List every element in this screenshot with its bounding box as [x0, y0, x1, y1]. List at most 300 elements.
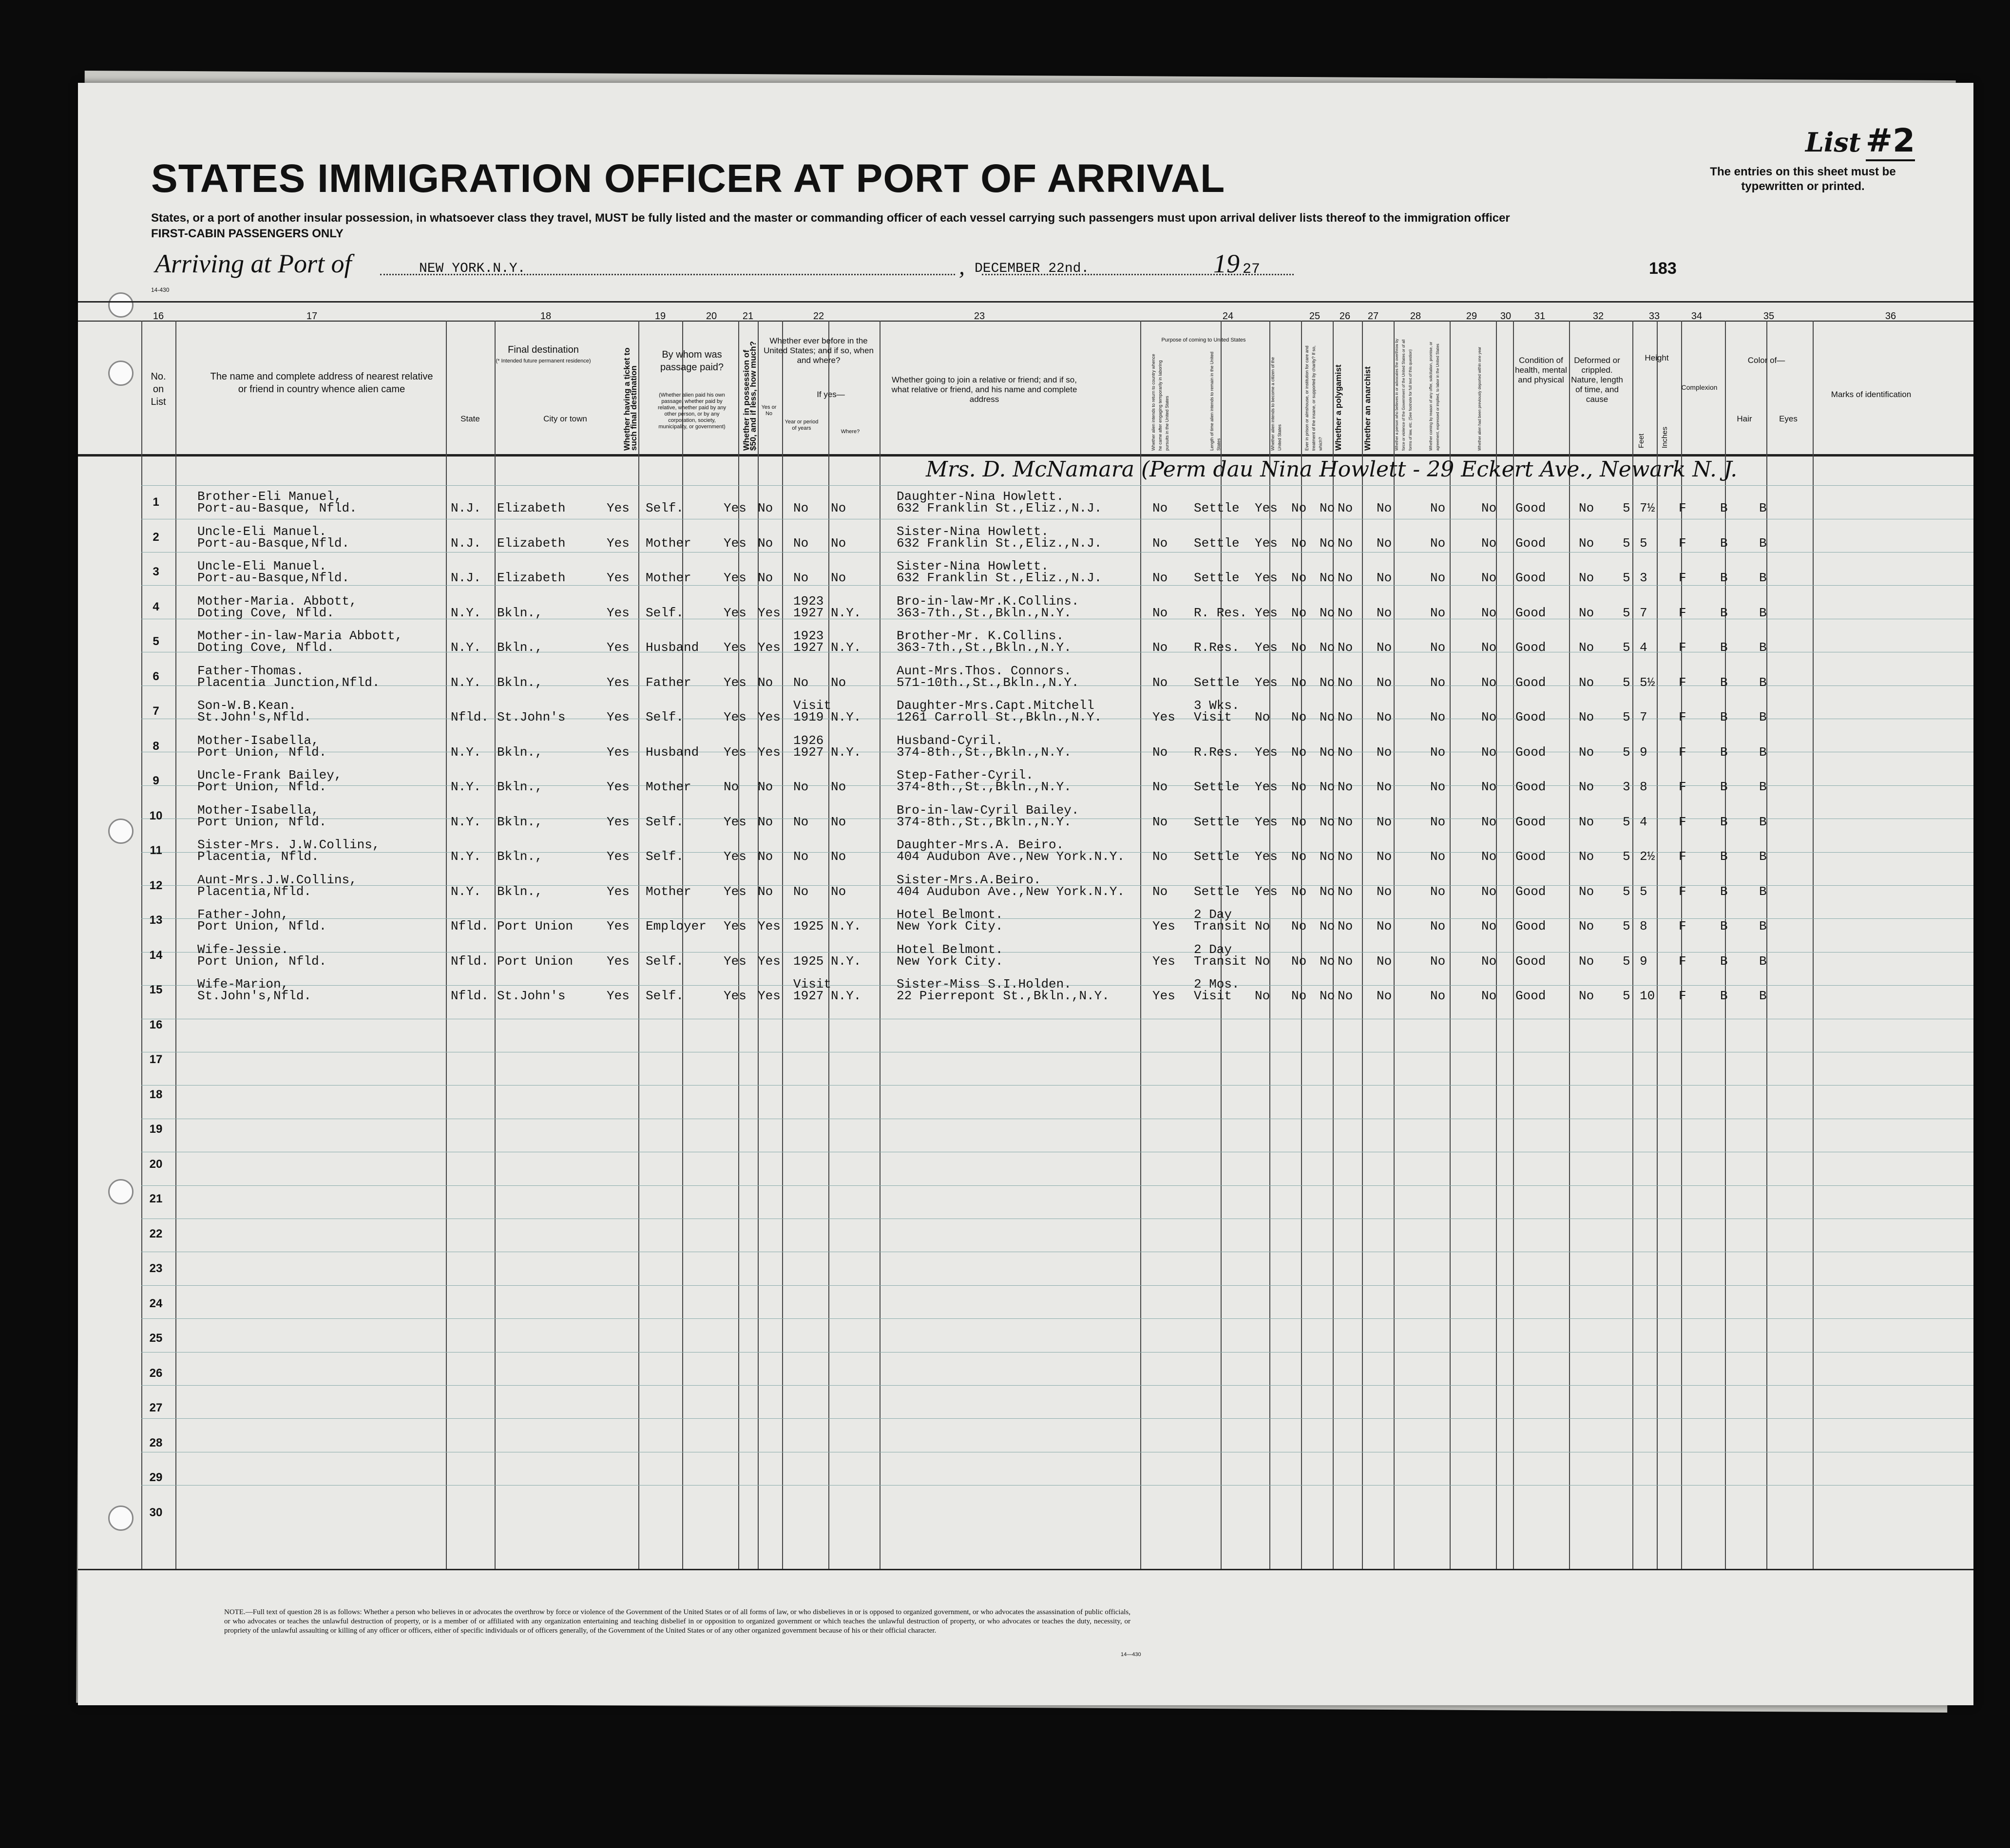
cell-year: No — [793, 780, 809, 794]
cell-prison: No — [1291, 780, 1307, 794]
cell-prison: No — [1291, 501, 1307, 515]
cell-hair: B — [1720, 571, 1728, 585]
header-year: Year or period of years — [785, 419, 819, 431]
join-line-1: Bro-in-law-Cyril Bailey. — [897, 802, 1079, 818]
page-number: 183 — [1649, 259, 1677, 278]
column-rule — [1450, 321, 1451, 1569]
cell-before: No — [758, 571, 773, 585]
cell-where: No — [831, 814, 846, 829]
cell-city: Port Union — [497, 919, 574, 934]
cell-fifty: No — [724, 780, 739, 794]
cell-city: St.John's — [497, 710, 566, 724]
rule — [78, 1569, 1973, 1570]
cell-c28: No — [1377, 675, 1392, 690]
cell-before: Yes — [758, 744, 781, 760]
header-where: Where? — [841, 429, 860, 435]
cell-before: No — [758, 814, 773, 829]
cell-deformed: No — [1579, 710, 1594, 724]
header-color: Color of— — [1747, 356, 1785, 365]
manifest-sheet — [78, 83, 1973, 1705]
join-line-1: Hotel Belmont. — [897, 942, 1003, 957]
join-line-1: Sister-Mrs.A.Beiro. — [897, 872, 1041, 887]
cell-health: Good — [1515, 605, 1546, 620]
binder-hole — [108, 361, 134, 386]
header-prison: Ever in prison or almshouse, or institution for care and treatment of the insane, or supported by charity? If so, which? — [1304, 345, 1323, 451]
cell-ft: 5 — [1623, 640, 1630, 655]
cell-ticket: Yes — [607, 849, 630, 864]
row-number: 7 — [153, 705, 159, 718]
cell-c29: No — [1430, 814, 1446, 829]
cell-c29: No — [1430, 849, 1446, 864]
cell-deformed: No — [1579, 535, 1594, 551]
cell-before: No — [758, 675, 773, 690]
cell-year: Visit — [793, 698, 832, 713]
cell-health: Good — [1515, 989, 1546, 1003]
row-rule — [141, 485, 1973, 486]
cell-hair: B — [1720, 675, 1728, 690]
cell-ret: No — [1152, 501, 1168, 515]
cell-c28: No — [1377, 780, 1392, 794]
cell-len: Visit — [1194, 710, 1232, 724]
header-become-citizen: Whether alien intends to become a citizen of the United States — [1270, 357, 1282, 451]
cell-ret: No — [1152, 535, 1168, 551]
cell-ret: No — [1152, 849, 1168, 864]
cell-comp: F — [1679, 571, 1686, 585]
cell-before: Yes — [758, 640, 781, 655]
cell-hair: B — [1720, 849, 1728, 864]
cell-ft: 5 — [1623, 884, 1630, 899]
cell-comp: F — [1679, 744, 1686, 760]
cell-ret: No — [1152, 675, 1168, 690]
cell-len: 3 Wks. — [1194, 698, 1240, 713]
header-feet: Feet — [1637, 433, 1646, 448]
header-if-yes: If yes— — [817, 390, 845, 399]
relative-line-2: Placentia,Nfld. — [197, 884, 312, 899]
cell-hair: B — [1720, 640, 1728, 655]
cell-len: Settle — [1194, 814, 1240, 829]
cell-c28: No — [1377, 953, 1392, 969]
cell-city: St.John's — [497, 989, 566, 1003]
row-rule — [141, 1285, 1973, 1286]
row-number: 16 — [149, 1018, 163, 1031]
header-intends-return: Whether alien intends to return to country whence he came after engaging temporarily in laboring pursuits in the United States — [1151, 354, 1169, 451]
cell-eyes: B — [1759, 780, 1767, 794]
cell-where: N.Y. — [831, 744, 861, 760]
cell-ret: Yes — [1152, 989, 1175, 1003]
cell-eyes: B — [1759, 605, 1767, 620]
column-number: 28 — [1410, 311, 1421, 322]
cell-c28: No — [1377, 571, 1392, 585]
row-number: 5 — [153, 635, 159, 648]
cell-health: Good — [1515, 780, 1546, 794]
cell-ft: 5 — [1623, 710, 1630, 724]
cell-where: No — [831, 675, 846, 690]
cell-c28: No — [1377, 884, 1392, 899]
cell-prison: No — [1291, 953, 1307, 969]
cell-state: N.Y. — [451, 780, 481, 794]
cell-where: No — [831, 571, 846, 585]
cell-ret: Yes — [1152, 710, 1175, 724]
cell-paid: Mother — [646, 780, 691, 794]
join-line-2: New York City. — [897, 919, 1003, 934]
cell-ret: No — [1152, 814, 1168, 829]
relative-line-2: Doting Cove, Nfld. — [197, 605, 334, 620]
cell-ft: 5 — [1623, 814, 1630, 829]
list-number: List #2 — [1805, 122, 1915, 159]
header-ever-before: Whether ever before in the United States; and if so, when and where? — [764, 336, 874, 365]
cell-eyes: B — [1759, 953, 1767, 969]
cell-state: N.Y. — [451, 640, 481, 655]
relative-line-2: Port Union, Nfld. — [197, 780, 327, 794]
cell-poly: No — [1320, 953, 1335, 969]
join-line-1: Daughter-Mrs.A. Beiro. — [897, 838, 1064, 852]
header-height: Height — [1645, 353, 1669, 362]
cell-eyes: B — [1759, 919, 1767, 934]
cell-c30: No — [1481, 535, 1497, 551]
cell-poly: No — [1320, 605, 1335, 620]
cell-c30: No — [1481, 744, 1497, 760]
cell-before: Yes — [758, 605, 781, 620]
cell-eyes: B — [1759, 849, 1767, 864]
cell-c29: No — [1430, 675, 1446, 690]
header-relative: The name and complete address of nearest relative or friend in country whence alien came — [210, 371, 433, 395]
cell-health: Good — [1515, 849, 1546, 864]
cell-c29: No — [1430, 919, 1446, 934]
cell-hair: B — [1720, 953, 1728, 969]
cell-ft: 5 — [1623, 849, 1630, 864]
cell-anar: No — [1338, 571, 1353, 585]
cell-cit: No — [1255, 989, 1270, 1003]
column-rule — [175, 321, 176, 1569]
cell-len: Transit — [1194, 919, 1247, 934]
cell-year: No — [793, 675, 809, 690]
row-number: 28 — [149, 1436, 163, 1449]
cell-year: 1925 — [793, 953, 824, 969]
row-number: 23 — [149, 1262, 163, 1275]
cell-before: Yes — [758, 989, 781, 1003]
header-ticket: Whether having a ticket to such final destination — [622, 347, 638, 451]
cell-in: 9 — [1640, 744, 1647, 760]
cell-ft: 5 — [1623, 919, 1630, 934]
cell-c28: No — [1377, 989, 1392, 1003]
relative-line-1: Wife-Marion, — [197, 977, 289, 991]
cell-paid: Self. — [646, 605, 684, 620]
cell-health: Good — [1515, 884, 1546, 899]
cell-comp: F — [1679, 640, 1686, 655]
column-rule — [1362, 321, 1363, 1569]
binder-hole — [108, 292, 134, 318]
cell-len: Settle — [1194, 780, 1240, 794]
row-number: 11 — [150, 844, 162, 857]
column-number: 20 — [706, 311, 717, 322]
cell-in: 9 — [1640, 953, 1647, 969]
cell-eyes: B — [1759, 744, 1767, 760]
cell-health: Good — [1515, 675, 1546, 690]
cell-anar: No — [1338, 605, 1353, 620]
cell-cit: Yes — [1255, 849, 1278, 864]
cell-deformed: No — [1579, 953, 1594, 969]
cell-health: Good — [1515, 919, 1546, 934]
row-rule — [141, 1352, 1973, 1353]
cell-fifty: Yes — [724, 535, 747, 551]
column-rule — [880, 321, 881, 1569]
cell-len: R. Res. — [1194, 605, 1247, 620]
cell-anar: No — [1338, 501, 1353, 515]
header-purpose: Purpose of coming to United States — [1161, 337, 1246, 343]
column-rule — [1140, 321, 1141, 1569]
header-fifty-dollars: Whether in possession of $50, and if less, how much? — [742, 341, 758, 451]
cell-cit: Yes — [1255, 884, 1278, 899]
row-number: 20 — [149, 1157, 163, 1171]
header-marks: Marks of identification — [1831, 390, 1912, 399]
cell-comp: F — [1679, 884, 1686, 899]
cell-c28: No — [1377, 501, 1392, 515]
cell-in: 8 — [1640, 919, 1647, 934]
cell-where: N.Y. — [831, 953, 861, 969]
cell-before: No — [758, 501, 773, 515]
header-passage-paid-note: (Whether alien paid his own passage, whether paid by relative, whether paid by any other person, or by any corporation, society, municipality, or government) — [657, 392, 727, 430]
rule — [78, 301, 1973, 303]
cell-prison: No — [1291, 849, 1307, 864]
row-number: 21 — [149, 1192, 163, 1205]
relative-line-2: Port Union, Nfld. — [197, 744, 327, 760]
cell-city: Bkln., — [497, 640, 543, 655]
cell-ft: 5 — [1623, 501, 1630, 515]
cell-prison: No — [1291, 744, 1307, 760]
cell-c29: No — [1430, 953, 1446, 969]
cell-in: 3 — [1640, 571, 1647, 585]
cell-len: Transit — [1194, 953, 1247, 969]
cell-year: No — [793, 535, 809, 551]
cell-ticket: Yes — [607, 710, 630, 724]
cell-paid: Mother — [646, 884, 691, 899]
arrival-date: DECEMBER 22nd. — [975, 261, 1090, 276]
relative-line-2: Port Union, Nfld. — [197, 919, 327, 934]
cell-prison: No — [1291, 989, 1307, 1003]
cell-in: 10 — [1640, 989, 1655, 1003]
column-number: 29 — [1466, 311, 1477, 322]
cell-paid: Self. — [646, 953, 684, 969]
cell-len: Settle — [1194, 571, 1240, 585]
relative-line-1: Mother-in-law-Maria Abbott, — [197, 629, 403, 643]
cell-poly: No — [1320, 989, 1335, 1003]
cell-ticket: Yes — [607, 989, 630, 1003]
column-number: 16 — [153, 311, 164, 322]
cell-len: 2 Day — [1194, 942, 1232, 957]
cell-c29: No — [1430, 989, 1446, 1003]
cell-len: Settle — [1194, 501, 1240, 515]
row-number: 30 — [149, 1505, 163, 1519]
row-number: 10 — [149, 809, 163, 822]
header-eyes: Eyes — [1779, 414, 1798, 423]
cell-comp: F — [1679, 605, 1686, 620]
cell-anar: No — [1338, 710, 1353, 724]
cell-state: Nfld. — [451, 953, 489, 969]
cell-city: Bkln., — [497, 780, 543, 794]
cell-c29: No — [1430, 605, 1446, 620]
cell-ret: No — [1152, 640, 1168, 655]
column-rule — [638, 321, 639, 1569]
cell-c29: No — [1430, 744, 1446, 760]
cell-paid: Husband — [646, 640, 699, 655]
cell-anar: No — [1338, 849, 1353, 864]
cell-cit: Yes — [1255, 605, 1278, 620]
row-number: 18 — [149, 1087, 163, 1101]
cell-prison: No — [1291, 884, 1307, 899]
cell-where: N.Y. — [831, 640, 861, 655]
header-length-of-stay: Length of time alien intends to remain in the United States — [1209, 351, 1221, 451]
cell-state: Nfld. — [451, 989, 489, 1003]
cell-fifty: Yes — [724, 710, 747, 724]
cell-ret: No — [1152, 744, 1168, 760]
cell-city: Elizabeth — [497, 571, 566, 585]
row-rule — [141, 1318, 1973, 1319]
cell-c30: No — [1481, 675, 1497, 690]
cell-in: 4 — [1640, 814, 1647, 829]
column-rule — [1813, 321, 1814, 1569]
header-deformed: Deformed or crippled. Nature, length of time, and cause — [1571, 356, 1623, 404]
comma: , — [959, 254, 965, 280]
row-number: 24 — [149, 1296, 163, 1310]
join-line-2: 22 Pierrepont St.,Bkln.,N.Y. — [897, 989, 1110, 1003]
row-rule — [141, 952, 1973, 953]
cell-year: 1923 — [793, 629, 824, 643]
cell-poly: No — [1320, 814, 1335, 829]
row-number: 6 — [153, 669, 159, 683]
cell-where: N.Y. — [831, 919, 861, 934]
row-number: 22 — [149, 1227, 163, 1240]
cell-paid: Self. — [646, 501, 684, 515]
row-rule — [141, 1418, 1973, 1419]
column-number: 36 — [1885, 311, 1896, 322]
join-line-1: Step-Father-Cyril. — [897, 768, 1034, 782]
cell-poly: No — [1320, 640, 1335, 655]
relative-line-2: Port Union, Nfld. — [197, 814, 327, 829]
relative-line-1: Aunt-Mrs.J.W.Collins, — [197, 872, 357, 887]
header-yes-no: Yes or No — [761, 404, 777, 417]
cell-cit: Yes — [1255, 501, 1278, 515]
row-rule — [141, 918, 1973, 919]
cell-c30: No — [1481, 571, 1497, 585]
cell-health: Good — [1515, 744, 1546, 760]
cell-year: 1927 — [793, 605, 824, 620]
cell-state: N.Y. — [451, 884, 481, 899]
cell-state: N.Y. — [451, 814, 481, 829]
cell-eyes: B — [1759, 675, 1767, 690]
cell-c30: No — [1481, 953, 1497, 969]
join-line-1: Sister-Nina Howlett. — [897, 559, 1049, 573]
form-code: 14-430 — [151, 286, 170, 293]
row-rule — [141, 1385, 1973, 1386]
cell-poly: No — [1320, 535, 1335, 551]
cell-state: N.Y. — [451, 605, 481, 620]
cell-eyes: B — [1759, 640, 1767, 655]
cell-fifty: Yes — [724, 571, 747, 585]
cell-where: No — [831, 535, 846, 551]
cell-fifty: Yes — [724, 989, 747, 1003]
cell-ft: 5 — [1623, 605, 1630, 620]
cell-year: No — [793, 849, 809, 864]
cell-prison: No — [1291, 710, 1307, 724]
cell-poly: No — [1320, 919, 1335, 934]
year-prefix: 19 — [1213, 249, 1240, 278]
cell-deformed: No — [1579, 501, 1594, 515]
handwritten-annotation: Mrs. D. McNamara (Perm dau Nina Howlett - 29 Eckert Ave., Newark N. J. — [926, 457, 1738, 482]
cell-c30: No — [1481, 605, 1497, 620]
cell-ft: 5 — [1623, 571, 1630, 585]
cell-c30: No — [1481, 814, 1497, 829]
cell-len: 2 Mos. — [1194, 977, 1240, 991]
cell-eyes: B — [1759, 571, 1767, 585]
relative-line-1: Uncle-Eli Manuel. — [197, 524, 327, 539]
cell-comp: F — [1679, 814, 1686, 829]
cell-poly: No — [1320, 501, 1335, 515]
header-deported: Whether alien had been previously deported within one year — [1477, 346, 1482, 451]
column-number: 17 — [306, 311, 318, 322]
cell-hair: B — [1720, 919, 1728, 934]
cell-year: 1925 — [793, 919, 824, 934]
row-number: 4 — [153, 600, 159, 613]
cell-deformed: No — [1579, 989, 1594, 1003]
relative-line-2: St.John's,Nfld. — [197, 989, 312, 1003]
cell-eyes: B — [1759, 535, 1767, 551]
cell-ticket: Yes — [607, 919, 630, 934]
relative-line-2: Port-au-Basque,Nfld. — [197, 571, 350, 585]
cell-hair: B — [1720, 710, 1728, 724]
join-line-1: Sister-Nina Howlett. — [897, 524, 1049, 539]
cell-c28: No — [1377, 605, 1392, 620]
cell-before: No — [758, 535, 773, 551]
cell-c30: No — [1481, 501, 1497, 515]
row-number: 27 — [149, 1401, 163, 1414]
cell-c28: No — [1377, 640, 1392, 655]
cell-deformed: No — [1579, 919, 1594, 934]
relative-line-1: Brother-Eli Manuel, — [197, 489, 342, 504]
cell-comp: F — [1679, 675, 1686, 690]
cell-paid: Father — [646, 675, 691, 690]
column-number: 24 — [1222, 311, 1234, 322]
column-rule — [1632, 321, 1633, 1569]
cell-deformed: No — [1579, 675, 1594, 690]
cell-deformed: No — [1579, 605, 1594, 620]
cell-prison: No — [1291, 535, 1307, 551]
column-number: 35 — [1763, 311, 1775, 322]
header-polygamist: Whether a polygamist — [1334, 364, 1343, 451]
relative-line-1: Father-Thomas. — [197, 663, 304, 678]
join-line-1: Bro-in-law-Mr.K.Collins. — [897, 593, 1079, 609]
cell-comp: F — [1679, 849, 1686, 864]
cell-where: No — [831, 849, 846, 864]
column-number: 25 — [1309, 311, 1321, 322]
cell-len: 2 Day — [1194, 907, 1232, 922]
column-number: 23 — [974, 311, 985, 322]
cell-c29: No — [1430, 640, 1446, 655]
cell-ticket: Yes — [607, 571, 630, 585]
cell-year: 1927 — [793, 640, 824, 655]
row-rule — [141, 585, 1973, 586]
cell-len: Settle — [1194, 535, 1240, 551]
cell-cit: Yes — [1255, 744, 1278, 760]
cell-ticket: Yes — [607, 501, 630, 515]
cell-city: Bkln., — [497, 884, 543, 899]
cell-ret: No — [1152, 780, 1168, 794]
join-line-2: 1261 Carroll St.,Bkln.,N.Y. — [897, 710, 1102, 724]
cell-eyes: B — [1759, 710, 1767, 724]
cell-ticket: Yes — [607, 605, 630, 620]
cell-year: No — [793, 571, 809, 585]
cell-year: 1927 — [793, 744, 824, 760]
cell-anar: No — [1338, 535, 1353, 551]
